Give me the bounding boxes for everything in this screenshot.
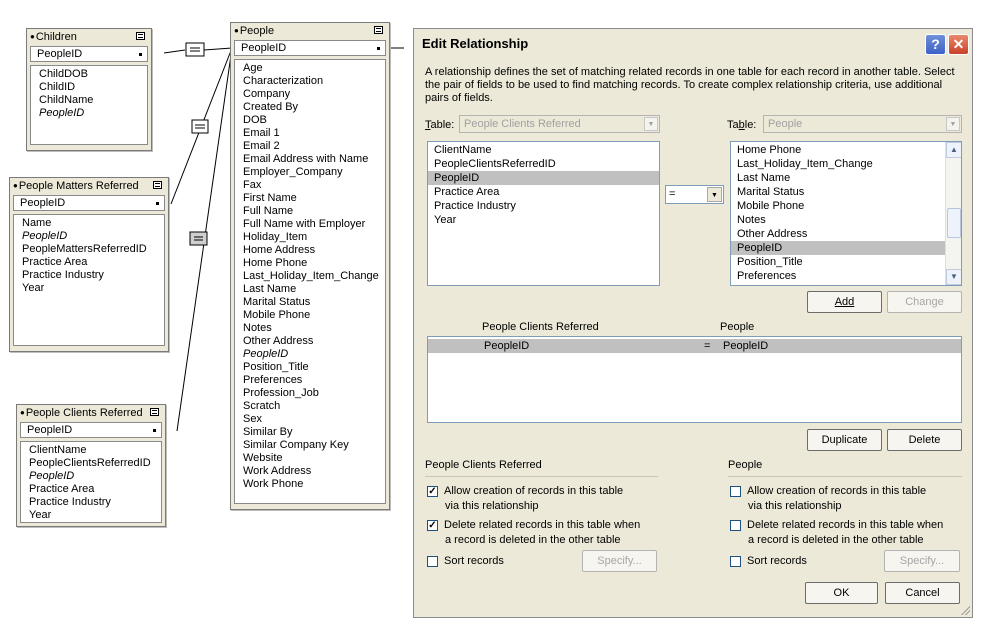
- key-field[interactable]: [20, 422, 162, 438]
- cancel-button[interactable]: [885, 582, 960, 604]
- key-field[interactable]: [234, 40, 386, 56]
- field-item[interactable]: Year: [29, 509, 52, 521]
- dialog-titlebar[interactable]: [414, 29, 972, 59]
- table-header[interactable]: [231, 23, 389, 40]
- field-item[interactable]: PeopleID: [39, 107, 85, 119]
- scroll-down-icon[interactable]: ▼: [946, 269, 962, 285]
- table-title: Children: [35, 31, 77, 43]
- collapse-icon[interactable]: [136, 32, 145, 40]
- field-item[interactable]: ClientName: [29, 444, 87, 456]
- divider: [728, 476, 962, 477]
- field-item[interactable]: Practice Industry: [22, 269, 104, 281]
- list-item[interactable]: PeopleID: [428, 171, 659, 185]
- field-item[interactable]: Email 2: [243, 140, 280, 152]
- option-line: a record is deleted in the other table: [445, 534, 621, 546]
- checkmark-icon: ✓: [428, 520, 437, 531]
- field-list: [13, 214, 165, 346]
- list-item[interactable]: Other Address: [737, 228, 808, 240]
- table-marker-icon: ●: [13, 181, 18, 190]
- field-item[interactable]: Preferences: [243, 374, 303, 386]
- pairs-right-header: People: [720, 321, 755, 333]
- option-line: Delete related records in this table when: [444, 519, 641, 531]
- table-people-matters-referred[interactable]: [9, 177, 169, 352]
- relationship-icon-people-matters[interactable]: [192, 120, 208, 133]
- delete-related-label-left: [444, 518, 640, 548]
- dialog-title: Edit Relationship: [422, 36, 529, 51]
- dialog-description: A relationship defines the set of matching related records in one table for each record in another table. Select the pair of fields to be used to find matching records. To create complex relationship criteria, use additional pairs of fields.: [425, 66, 955, 104]
- field-item[interactable]: Characterization: [243, 75, 324, 87]
- list-item[interactable]: Marital Status: [737, 186, 805, 198]
- chevron-down-icon[interactable]: ▼: [644, 117, 658, 131]
- allow-creation-checkbox-right[interactable]: [730, 486, 741, 497]
- table-header[interactable]: [10, 178, 168, 195]
- cancel-button-label: Cancel: [905, 587, 940, 599]
- pairs-left-header: People Clients Referred: [482, 321, 599, 333]
- allow-creation-checkbox-left[interactable]: [427, 486, 438, 497]
- ok-button[interactable]: [805, 582, 878, 604]
- list-item[interactable]: Mobile Phone: [737, 200, 805, 212]
- field-item[interactable]: Notes: [243, 322, 272, 334]
- left-table-label: Table:: [425, 119, 455, 131]
- field-item[interactable]: Marital Status: [243, 296, 311, 308]
- change-button-label: Change: [905, 296, 944, 308]
- add-button-label: Add: [834, 296, 855, 308]
- specify-button-left[interactable]: [582, 550, 657, 572]
- right-section-title: People: [728, 459, 763, 471]
- delete-button-label: Delete: [908, 434, 941, 446]
- list-item[interactable]: Practice Industry: [434, 200, 516, 212]
- key-field[interactable]: [30, 46, 148, 62]
- relationship-pairs-list[interactable]: [427, 336, 962, 423]
- close-icon[interactable]: ✕: [948, 34, 969, 55]
- duplicate-button[interactable]: [807, 429, 882, 451]
- table-children[interactable]: [26, 28, 152, 151]
- field-item[interactable]: Last_Holiday_Item_Change: [243, 270, 379, 282]
- field-item[interactable]: First Name: [243, 192, 297, 204]
- right-table-label: Table:: [727, 119, 757, 131]
- list-item[interactable]: Year: [434, 214, 457, 226]
- table-title: People Clients Referred: [25, 407, 143, 419]
- field-item[interactable]: Full Name with Employer: [243, 218, 366, 230]
- list-item[interactable]: Last Name: [737, 172, 791, 184]
- field-item[interactable]: Full Name: [243, 205, 294, 217]
- field-item[interactable]: ChildID: [39, 81, 76, 93]
- field-list: [20, 441, 162, 523]
- table-header[interactable]: [17, 405, 165, 422]
- field-item[interactable]: PeopleClientsReferredID: [29, 457, 151, 469]
- option-line: via this relationship: [445, 500, 539, 512]
- pair-left-field: PeopleID: [484, 340, 530, 352]
- table-people-clients-referred[interactable]: [16, 404, 166, 527]
- change-button[interactable]: [887, 291, 962, 313]
- operator-value: =: [669, 188, 676, 200]
- list-item[interactable]: Practice Area: [434, 186, 500, 198]
- right-table-select[interactable]: [763, 115, 962, 133]
- field-item[interactable]: Website: [243, 452, 283, 464]
- chevron-down-icon[interactable]: ▼: [707, 187, 722, 202]
- sort-records-checkbox-left[interactable]: [427, 556, 438, 567]
- scroll-up-icon[interactable]: ▲: [946, 142, 962, 158]
- field-item[interactable]: Similar Company Key: [243, 439, 349, 451]
- field-list: [30, 65, 148, 145]
- field-item[interactable]: Email 1: [243, 127, 280, 139]
- sort-records-label-right: Sort records: [747, 555, 807, 567]
- delete-related-checkbox-left[interactable]: [427, 520, 438, 531]
- collapse-icon[interactable]: [374, 26, 383, 34]
- field-item[interactable]: ChildDOB: [39, 68, 88, 80]
- scroll-thumb[interactable]: [947, 208, 961, 238]
- key-field-label: PeopleID: [241, 42, 287, 54]
- field-item[interactable]: Last Name: [243, 283, 297, 295]
- left-field-list[interactable]: [427, 141, 660, 286]
- key-dot-icon: [139, 53, 142, 56]
- field-item[interactable]: PeopleID: [29, 470, 75, 482]
- list-item[interactable]: ClientName: [434, 144, 492, 156]
- table-people[interactable]: [230, 22, 390, 510]
- specify-button-right[interactable]: [884, 550, 960, 572]
- field-item[interactable]: Fax: [243, 179, 262, 191]
- collapse-icon[interactable]: [150, 408, 159, 416]
- field-item[interactable]: Holiday_Item: [243, 231, 308, 243]
- table-header[interactable]: [27, 29, 151, 46]
- field-item[interactable]: Name: [22, 217, 52, 229]
- field-item[interactable]: PeopleID: [243, 348, 289, 360]
- key-field[interactable]: [13, 195, 165, 211]
- table-marker-icon: ●: [20, 408, 25, 417]
- field-item[interactable]: Scratch: [243, 400, 281, 412]
- table-title: People Matters Referred: [18, 180, 139, 192]
- field-item[interactable]: PeopleID: [22, 230, 68, 242]
- list-item[interactable]: Home Phone: [737, 144, 802, 156]
- duplicate-button-label: Duplicate: [821, 434, 868, 446]
- left-table-label-rest: able:: [430, 119, 455, 131]
- resize-grip-icon[interactable]: [960, 605, 970, 615]
- field-item[interactable]: Other Address: [243, 335, 314, 347]
- ok-button-label: OK: [833, 587, 850, 599]
- allow-creation-label-right: [747, 484, 926, 514]
- delete-button[interactable]: [887, 429, 962, 451]
- table-marker-icon: ●: [30, 32, 35, 41]
- field-list: [234, 59, 386, 504]
- option-line: a record is deleted in the other table: [748, 534, 924, 546]
- specify-button-label: Specify...: [899, 555, 945, 567]
- field-item[interactable]: Email Address with Name: [243, 153, 369, 165]
- add-button[interactable]: [807, 291, 882, 313]
- table-row[interactable]: [428, 339, 961, 353]
- field-item[interactable]: PeopleMattersReferredID: [22, 243, 147, 255]
- left-table-select[interactable]: [459, 115, 660, 133]
- option-line: Allow creation of records in this table: [747, 485, 927, 497]
- field-item[interactable]: Age: [243, 62, 263, 74]
- option-line: Delete related records in this table when: [747, 519, 944, 531]
- sort-records-label-left: Sort records: [444, 555, 504, 567]
- field-item[interactable]: Company: [243, 88, 291, 100]
- field-item[interactable]: Home Address: [243, 244, 316, 256]
- field-item[interactable]: Profession_Job: [243, 387, 319, 399]
- field-item[interactable]: Practice Area: [22, 256, 88, 268]
- sort-records-checkbox-right[interactable]: [730, 556, 741, 567]
- key-field-label: PeopleID: [37, 48, 83, 60]
- field-item[interactable]: Sex: [243, 413, 262, 425]
- field-item[interactable]: Work Phone: [243, 478, 304, 490]
- field-item[interactable]: Mobile Phone: [243, 309, 311, 321]
- field-item[interactable]: Work Address: [243, 465, 312, 477]
- relationship-icon-children[interactable]: [186, 43, 204, 56]
- list-item[interactable]: Preferences: [737, 270, 797, 282]
- delete-related-label-right: [747, 518, 943, 548]
- scrollbar[interactable]: [945, 142, 961, 285]
- collapse-icon[interactable]: [153, 181, 162, 189]
- key-dot-icon: [156, 202, 159, 205]
- list-item[interactable]: Position_Title: [737, 256, 803, 268]
- field-item[interactable]: Practice Area: [29, 483, 95, 495]
- help-icon[interactable]: ?: [925, 34, 946, 55]
- list-item[interactable]: Notes: [737, 214, 766, 226]
- list-item[interactable]: PeopleID: [731, 241, 961, 255]
- key-dot-icon: [377, 47, 380, 50]
- table-marker-icon: ●: [234, 26, 239, 35]
- field-item[interactable]: Practice Industry: [29, 496, 111, 508]
- field-item[interactable]: Employer_Company: [243, 166, 343, 178]
- option-line: via this relationship: [748, 500, 842, 512]
- checkmark-icon: ✓: [428, 486, 437, 497]
- right-table-value: People: [768, 118, 803, 130]
- specify-button-label: Specify...: [597, 555, 642, 567]
- key-field-label: PeopleID: [27, 424, 73, 436]
- field-item[interactable]: ChildName: [39, 94, 94, 106]
- allow-creation-label-left: [444, 484, 623, 514]
- field-item[interactable]: Home Phone: [243, 257, 308, 269]
- chevron-down-icon[interactable]: ▼: [946, 117, 960, 131]
- pair-operator: =: [704, 340, 711, 352]
- divider: [425, 476, 658, 477]
- delete-related-checkbox-right[interactable]: [730, 520, 741, 531]
- field-item[interactable]: Created By: [243, 101, 299, 113]
- left-table-value: People Clients Referred: [464, 118, 581, 130]
- field-item[interactable]: DOB: [243, 114, 267, 126]
- field-item[interactable]: Year: [22, 282, 45, 294]
- field-item[interactable]: Position_Title: [243, 361, 309, 373]
- pair-right-field: PeopleID: [723, 340, 769, 352]
- table-title: People: [239, 25, 275, 37]
- field-item[interactable]: Similar By: [243, 426, 293, 438]
- key-field-label: PeopleID: [20, 197, 66, 209]
- left-section-title: People Clients Referred: [425, 459, 542, 471]
- operator-select[interactable]: [665, 185, 724, 204]
- list-item[interactable]: Last_Holiday_Item_Change: [737, 158, 873, 170]
- relationship-icon-people-clients[interactable]: [190, 232, 207, 245]
- option-line: Allow creation of records in this table: [444, 485, 624, 497]
- list-item[interactable]: PeopleClientsReferredID: [434, 158, 556, 170]
- key-dot-icon: [153, 429, 156, 432]
- edit-relationship-dialog: [413, 28, 973, 618]
- right-field-list[interactable]: [730, 141, 962, 286]
